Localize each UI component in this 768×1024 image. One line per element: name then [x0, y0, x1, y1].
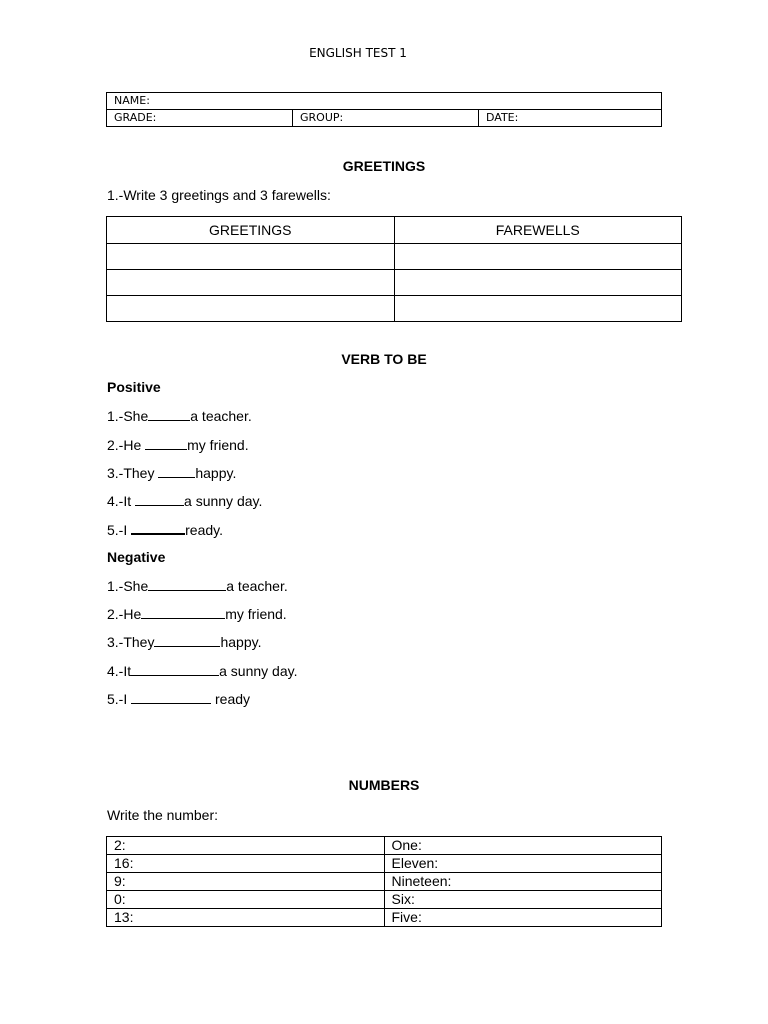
word-cell[interactable]: Six:	[384, 891, 662, 909]
positive-item: 1.-She a teacher.	[107, 408, 252, 424]
greetings-title: GREETINGS	[342, 158, 426, 174]
number-cell[interactable]: 16:	[107, 855, 385, 873]
answer-blank[interactable]	[145, 436, 187, 450]
answer-blank[interactable]	[131, 662, 219, 676]
farewells-header: FAREWELLS	[394, 217, 682, 244]
number-cell[interactable]: 2:	[107, 837, 385, 855]
negative-label: Negative	[107, 549, 166, 565]
negative-item: 1.-She a teacher.	[107, 578, 288, 594]
grade-field[interactable]: GRADE:	[107, 110, 293, 127]
answer-blank[interactable]	[131, 690, 211, 704]
negative-item: 3.-They happy.	[107, 634, 262, 650]
answer-blank[interactable]	[135, 492, 184, 506]
greeting-cell[interactable]	[107, 296, 395, 322]
date-field[interactable]: DATE:	[479, 110, 662, 127]
number-cell[interactable]: 0:	[107, 891, 385, 909]
numbers-title: NUMBERS	[348, 777, 420, 793]
answer-blank[interactable]	[148, 407, 190, 421]
group-field[interactable]: GROUP:	[293, 110, 479, 127]
word-cell[interactable]: Nineteen:	[384, 873, 662, 891]
word-cell[interactable]: One:	[384, 837, 662, 855]
farewell-cell[interactable]	[394, 296, 682, 322]
name-field[interactable]: NAME:	[107, 93, 662, 110]
farewell-cell[interactable]	[394, 270, 682, 296]
table-row	[107, 855, 662, 873]
number-cell[interactable]: 13:	[107, 909, 385, 927]
table-row	[107, 891, 662, 909]
answer-blank[interactable]	[158, 464, 195, 478]
greetings-table	[106, 216, 682, 322]
positive-label: Positive	[107, 379, 161, 395]
greetings-instruction: 1.-Write 3 greetings and 3 farewells:	[107, 187, 331, 203]
table-row	[107, 837, 662, 855]
word-cell[interactable]: Eleven:	[384, 855, 662, 873]
word-cell[interactable]: Five:	[384, 909, 662, 927]
greetings-header: GREETINGS	[107, 217, 395, 244]
greeting-cell[interactable]	[107, 244, 395, 270]
positive-item: 5.-I ready.	[107, 522, 223, 538]
table-row	[107, 909, 662, 927]
table-row	[107, 873, 662, 891]
positive-item: 2.-He my friend.	[107, 437, 249, 453]
answer-blank[interactable]	[131, 520, 185, 535]
positive-item: 4.-It a sunny day.	[107, 493, 263, 509]
numbers-instruction: Write the number:	[107, 807, 219, 823]
numbers-table	[106, 836, 662, 927]
farewell-cell[interactable]	[394, 244, 682, 270]
answer-blank[interactable]	[148, 577, 226, 591]
number-cell[interactable]: 9:	[107, 873, 385, 891]
student-info-table	[106, 92, 662, 127]
greeting-cell[interactable]	[107, 270, 395, 296]
answer-blank[interactable]	[154, 633, 220, 647]
document-title: ENGLISH TEST 1	[309, 46, 407, 60]
positive-item: 3.-They happy.	[107, 465, 237, 481]
verb-to-be-title: VERB TO BE	[341, 351, 427, 367]
answer-blank[interactable]	[141, 605, 225, 619]
negative-item: 4.-It a sunny day.	[107, 663, 298, 679]
negative-item: 2.-He my friend.	[107, 606, 287, 622]
negative-item: 5.-I ready	[107, 691, 251, 707]
